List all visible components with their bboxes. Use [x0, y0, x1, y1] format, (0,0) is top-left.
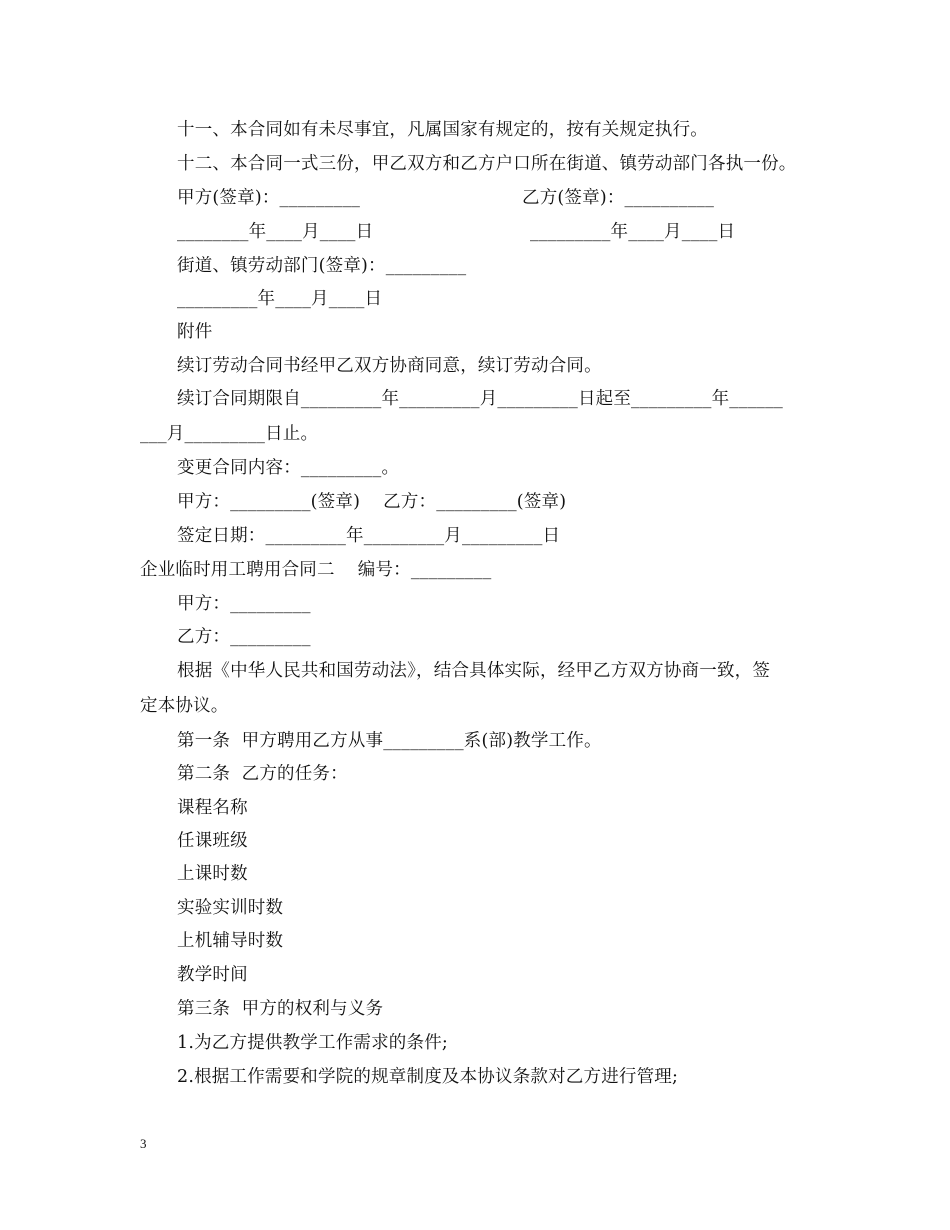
appendix-heading: 附件 [177, 322, 213, 342]
task-class: 任课班级 [177, 831, 248, 851]
party-a-field: 甲方：_________ [177, 594, 311, 614]
party-b-date: _________年____月____日 [530, 222, 736, 242]
signing-date: 签定日期：_________年_________月_________日 [177, 526, 561, 546]
task-class-hours: 上课时数 [177, 864, 248, 884]
task-computer-hours: 上机辅导时数 [177, 931, 284, 951]
article-1: 第一条 甲方聘用乙方从事_________系(部)教学工作。 [177, 731, 602, 751]
contract-two-title: 企业临时用工聘用合同二 编号：_________ [140, 560, 492, 580]
renewal-period: 续订合同期限自_________年_________月_________日起至_________年______ [177, 389, 783, 409]
renewal-statement: 续订劳动合同书经甲乙双方协商同意，续订劳动合同。 [177, 356, 602, 376]
party-b-signature: 乙方(签章)：__________ [522, 188, 715, 208]
task-teaching-time: 教学时间 [177, 965, 248, 985]
task-lab-hours: 实验实训时数 [177, 898, 284, 918]
preamble-end: 定本协议。 [140, 696, 229, 716]
clause-11: 十一、本合同如有未尽事宜，凡属国家有规定的，按有关规定执行。 [177, 120, 708, 140]
article-3-item-1: 1.为乙方提供教学工作需求的条件; [177, 1033, 448, 1053]
renewal-signatures: 甲方：_________(签章) 乙方：_________(签章) [177, 492, 567, 512]
clause-12: 十二、本合同一式三份，甲乙双方和乙方户口所在街道、镇劳动部门各执一份。 [177, 154, 797, 174]
labor-dept-date: _________年____月____日 [177, 289, 383, 309]
article-3-item-2: 2.根据工作需要和学院的规章制度及本协议条款对乙方进行管理; [177, 1067, 679, 1087]
article-2: 第二条 乙方的任务： [177, 764, 348, 784]
article-3: 第三条 甲方的权利与义务 [177, 999, 384, 1019]
renewal-period-end: ___月_________日止。 [140, 424, 319, 444]
page-number: 3 [140, 1136, 147, 1151]
preamble: 根据《中华人民共和国劳动法》，结合具体实际，经甲乙方双方协商一致，签 [177, 661, 771, 681]
task-course-name: 课程名称 [177, 798, 248, 818]
contract-changes: 变更合同内容：_________。 [177, 458, 400, 478]
party-a-date: ________年____月____日 [177, 222, 374, 242]
party-b-field: 乙方：_________ [177, 627, 311, 647]
labor-dept-signature: 街道、镇劳动部门(签章)：_________ [177, 256, 467, 276]
party-a-signature: 甲方(签章)：_________ [177, 188, 361, 208]
